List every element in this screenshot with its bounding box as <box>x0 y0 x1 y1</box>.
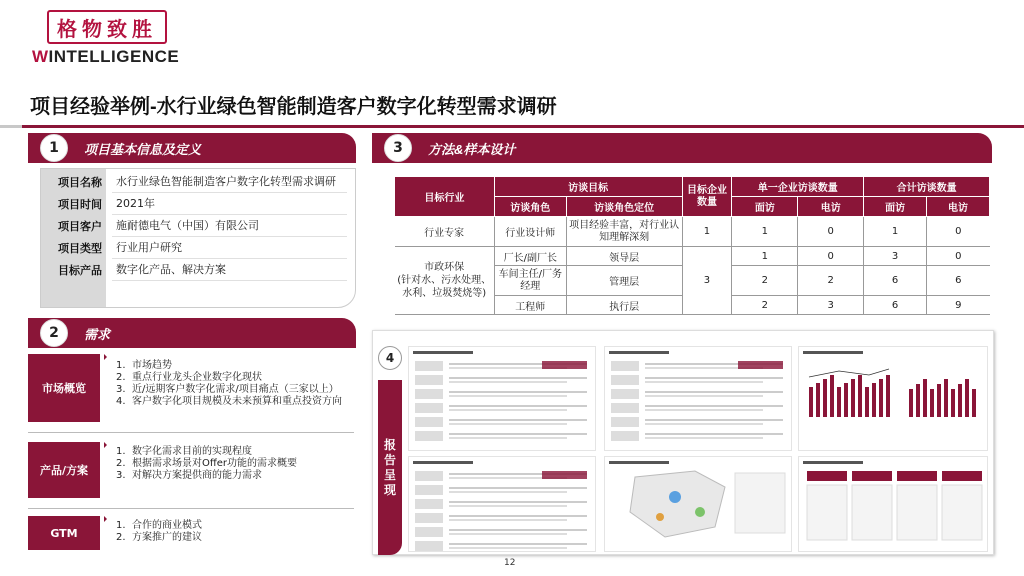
th-total-phone: 电访 <box>927 197 990 217</box>
logo-wordmark: WINTELLIGENCE <box>32 47 180 66</box>
th-total-face: 面访 <box>864 197 927 217</box>
sample-design-table <box>394 176 990 315</box>
th-count: 目标企业数量 <box>682 177 732 217</box>
info-row-time: 项目时间 2021年 <box>41 193 357 215</box>
section-3-title: 方法&样本设计 <box>428 141 516 157</box>
report-band: 报 告 呈 现 <box>378 380 402 555</box>
th-single-face: 面访 <box>732 197 798 217</box>
req-group-market <box>28 354 354 422</box>
req-tag-gtm: GTM <box>28 516 100 550</box>
table-row: 车间主任/厂务经理 管理层 2 2 6 6 <box>395 266 990 296</box>
th-total: 合计访谈数量 <box>864 177 990 197</box>
report-thumbnail <box>408 456 596 552</box>
report-thumbnail <box>798 346 988 451</box>
report-thumbnail <box>604 346 792 451</box>
title-divider <box>0 125 1024 128</box>
th-role: 访谈角色 <box>494 197 566 217</box>
report-thumbnail <box>798 456 988 552</box>
table-row: 市政环保 (针对水、污水处理、水利、垃圾焚烧等) 厂长/副厂长 领导层 3 1 0 3 0 <box>395 247 990 266</box>
title-divider-accent <box>0 125 22 128</box>
th-industry: 目标行业 <box>395 177 495 217</box>
table-row: 行业专家 行业设计师 项目经验丰富，对行业认知理解深刻 1 1 0 1 0 <box>395 217 990 247</box>
project-info-box <box>40 168 356 308</box>
info-row-type: 项目类型 行业用户研究 <box>41 237 357 259</box>
section-1-header <box>28 133 356 163</box>
section-2-number: 2 <box>40 319 68 347</box>
section-2-title: 需求 <box>84 326 111 342</box>
page-title: 项目经验举例-水行业绿色智能制造客户数字化转型需求调研 <box>30 96 557 118</box>
section-1-number: 1 <box>40 134 68 162</box>
req-divider <box>28 432 354 433</box>
section-3-header <box>372 133 992 163</box>
info-row-product: 目标产品 数字化产品、解决方案 <box>41 259 357 281</box>
req-tag-market: 市场概览 <box>28 354 100 422</box>
req-divider <box>28 508 354 509</box>
section-1-title: 项目基本信息及定义 <box>84 141 202 157</box>
info-row-name: 项目名称 水行业绿色智能制造客户数字化转型需求调研 <box>41 171 357 193</box>
th-goal: 访谈目标 <box>494 177 682 197</box>
req-list-product <box>116 446 354 482</box>
list-item: 1. 合作的商业模式 <box>116 520 202 531</box>
list-item: 2. 方案推广的建议 <box>116 532 202 543</box>
list-item: 4. 客户数字化项目规模及未来预算和重点投资方向 <box>116 396 342 407</box>
section-2-header <box>28 318 356 348</box>
list-item: 1. 市场趋势 <box>116 360 172 371</box>
list-item: 2. 重点行业龙头企业数字化现状 <box>116 372 262 383</box>
section-4-number: 4 <box>378 346 402 370</box>
req-group-product <box>28 442 354 498</box>
req-list-gtm <box>116 520 354 544</box>
info-row-client: 项目客户 施耐德电气（中国）有限公司 <box>41 215 357 237</box>
list-item: 3. 对解决方案提供商的能力需求 <box>116 470 262 481</box>
req-list-market <box>116 360 354 408</box>
table-row: 工程师 执行层 2 3 6 9 <box>395 296 990 315</box>
list-item: 1. 数字化需求目前的实现程度 <box>116 446 252 457</box>
th-single: 单一企业访谈数量 <box>732 177 864 197</box>
th-position: 访谈角色定位 <box>566 197 682 217</box>
report-thumbnail <box>408 346 596 451</box>
list-item: 3. 近/远期客户数字化需求/项目痛点（三家以上） <box>116 384 339 395</box>
th-single-phone: 电访 <box>798 197 864 217</box>
list-item: 2. 根据需求场景对Offer功能的需求概要 <box>116 458 298 469</box>
req-tag-product: 产品/方案 <box>28 442 100 498</box>
page-number: 12 <box>504 558 516 568</box>
req-group-gtm <box>28 516 354 550</box>
section-3-number: 3 <box>384 134 412 162</box>
logo-seal: 格物致胜 <box>47 10 167 44</box>
report-thumbnail <box>604 456 792 552</box>
